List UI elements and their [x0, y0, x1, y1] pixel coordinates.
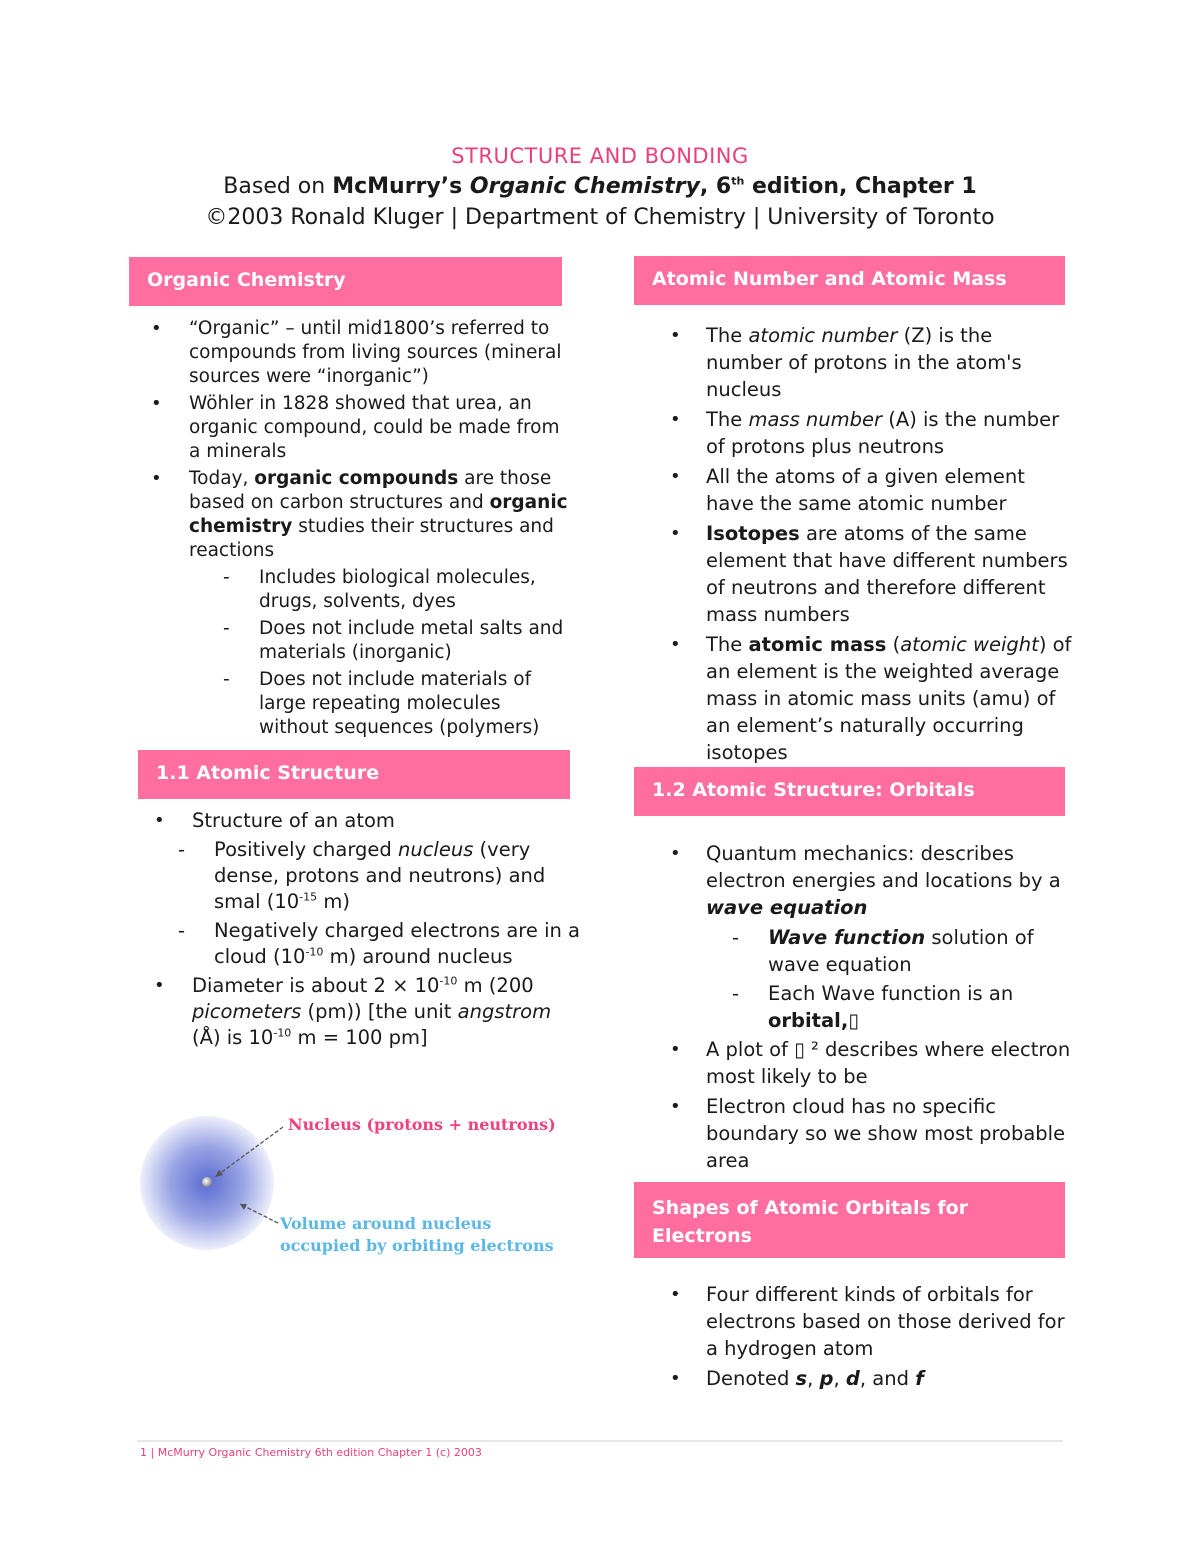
- list-item: - Wave function solution of wave equation: [634, 924, 1074, 978]
- list-item: • Diameter is about $2 \times 10^{-10}$ m (200 picometers (pm)) [the unit angstrom (Å) is $10^{-10}$ m = 100 pm]: [140, 973, 580, 1051]
- list-item: - Does not include metal salts and materials (inorganic): [129, 617, 569, 665]
- list-item: - Negatively charged electrons are in a cloud ($10^{-10}$ m) around nucleus: [140, 918, 580, 970]
- footer-divider: [137, 1440, 1063, 1442]
- list-item: • “Organic” – until mid1800’s referred to compounds from living sources (mineral sources were “inorganic”): [129, 317, 569, 389]
- shapes-list: [634, 1281, 1074, 1395]
- list-item: • Wöhler in 1828 showed that urea, an organic compound, could be made from a minerals: [129, 392, 569, 464]
- list-item: • Isotopes are atoms of the same element that have different numbers of neutrons and therefore different mass numbers: [634, 520, 1074, 628]
- list-item: - Each Wave function is an orbital,▯: [634, 980, 1074, 1034]
- list-item: • All the atoms of a given element have the same atomic number: [634, 463, 1074, 517]
- list-item: • Four different kinds of orbitals for electrons based on those derived for a hydrogen atom: [634, 1281, 1074, 1362]
- section-header-shapes: Shapes of Atomic Orbitals for Electrons: [634, 1182, 1065, 1258]
- list-item: • Structure of an atom: [140, 808, 580, 834]
- nucleus-label: Nucleus (protons + neutrons): [288, 1115, 556, 1134]
- missing-glyph-icon: ▯: [794, 1038, 805, 1061]
- list-item: • The mass number (A) is the number of protons plus neutrons: [634, 406, 1074, 460]
- list-item: - Includes biological molecules, drugs, solvents, dyes: [129, 566, 569, 614]
- list-item: • Denoted s, p, d, and f: [634, 1365, 1074, 1392]
- missing-glyph-icon: ▯: [848, 1009, 859, 1032]
- list-item: • The atomic mass (atomic weight) of an element is the weighted average mass in atomic mass units (amu) of an element’s naturally occurring isotopes: [634, 631, 1074, 766]
- list-item: • A plot of ▯ ² describes where electron most likely to be: [634, 1036, 1074, 1090]
- list-item: • Quantum mechanics: describes electron energies and locations by a wave equation: [634, 840, 1074, 921]
- organic-chemistry-list: [129, 317, 569, 743]
- document-credit: ©2003 Ronald Kluger | Department of Chemistry | University of Toronto: [205, 205, 995, 230]
- nucleus-dot: [202, 1177, 212, 1187]
- section-header-atomic-number: Atomic Number and Atomic Mass: [634, 256, 1065, 305]
- section-header-orbitals: 1.2 Atomic Structure: Orbitals: [634, 767, 1065, 816]
- list-item: - Does not include materials of large repeating molecules without sequences (polymers): [129, 668, 569, 740]
- section-header-organic-chemistry: Organic Chemistry: [129, 257, 562, 306]
- document-subtitle: Based on McMurry’s Organic Chemistry, 6th edition, Chapter 1: [223, 174, 977, 199]
- list-item: - Positively charged nucleus (very dense, protons and neutrons) and smal ($10^{-15}$ m): [140, 837, 580, 915]
- list-item: • Electron cloud has no specific boundary so we show most probable area: [634, 1093, 1074, 1174]
- page-footer: 1 | McMurry Organic Chemistry 6th edition Chapter 1 (c) 2003: [140, 1446, 482, 1459]
- atomic-number-list: [634, 322, 1074, 769]
- list-item: • Today, organic compounds are those based on carbon structures and organic chemistry studies their structures and reactions: [129, 467, 569, 563]
- document-title: STRUCTURE AND BONDING: [451, 144, 749, 168]
- list-item: • The atomic number (Z) is the number of protons in the atom's nucleus: [634, 322, 1074, 403]
- orbitals-list: [634, 840, 1074, 1177]
- section-header-atomic-structure: 1.1 Atomic Structure: [138, 750, 570, 799]
- volume-label: Volume around nucleus occupied by orbiting electrons: [280, 1214, 554, 1255]
- atomic-structure-list: [140, 808, 580, 1054]
